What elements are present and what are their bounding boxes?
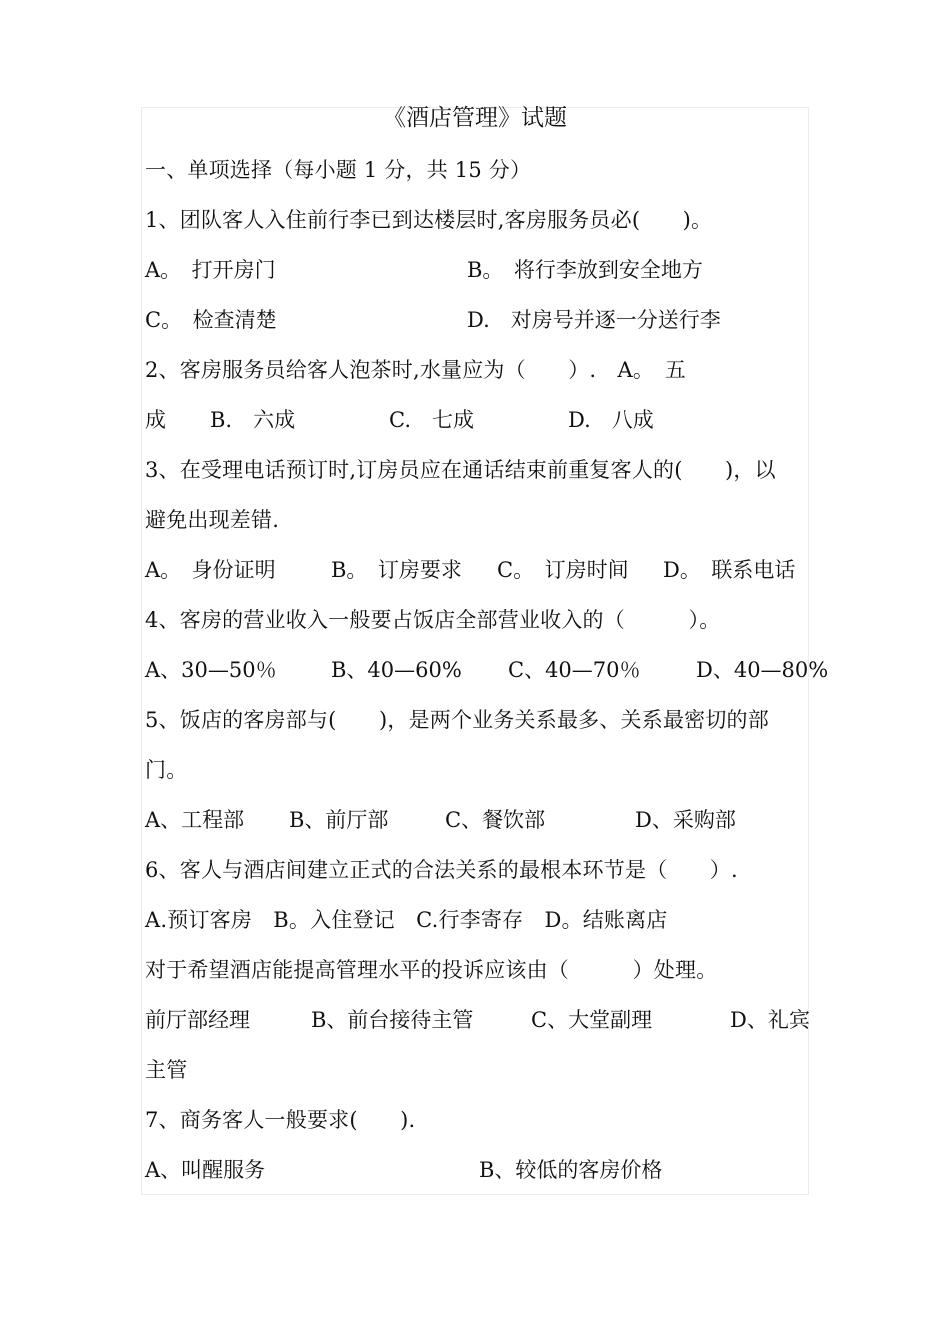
question-complaint-option-c: C、大堂副理: [531, 1008, 653, 1032]
question-2-continuation: 成: [145, 408, 166, 432]
question-4-option-d: D、40—80%: [696, 658, 829, 682]
question-5-option-c: C、餐饮部: [445, 808, 546, 832]
question-1-option-d: D. 对房号并逐一分送行李: [467, 308, 721, 332]
question-5-option-b: B、前厅部: [289, 808, 389, 832]
question-3-option-a: A。 身份证明: [145, 558, 276, 582]
question-3-option-c: C。 订房时间: [497, 558, 629, 582]
question-7-stem: 7、商务客人一般要求( ).: [145, 1108, 416, 1132]
question-4-option-c: C、40—70％: [508, 658, 641, 682]
question-5-continuation: 门。: [145, 758, 188, 782]
question-2-stem: 2、客房服务员给客人泡茶时,水量应为（ ）. A。 五: [145, 358, 686, 382]
page-title: 《酒店管理》试题: [383, 105, 567, 131]
question-1-option-c: C。 检查清楚: [145, 308, 277, 332]
question-5-option-d: D、采购部: [635, 808, 736, 832]
question-2-option-b: B. 六成: [210, 408, 296, 432]
question-3-stem: 3、在受理电话预订时,订房员应在通话结束前重复客人的( )，以: [145, 458, 776, 482]
question-6-stem: 6、客人与酒店间建立正式的合法关系的最根本环节是（ ）.: [145, 858, 738, 882]
question-1-option-a: A。 打开房门: [145, 258, 276, 282]
question-5-option-a: A、工程部: [145, 808, 245, 832]
question-complaint-continuation: 主管: [145, 1058, 188, 1082]
question-6-options: A.预订客房 B。入住登记 C.行李寄存 D。结账离店: [145, 908, 668, 932]
question-7-option-b: B、较低的客房价格: [479, 1158, 663, 1182]
question-4-option-b: B、40—60%: [331, 658, 462, 682]
question-4-stem: 4、客房的营业收入一般要占饭店全部营业收入的（ ）。: [145, 608, 721, 632]
question-complaint-stem: 对于希望酒店能提高管理水平的投诉应该由（ ）处理。: [145, 958, 718, 982]
section-heading: 一、单项选择（每小题 1 分，共 15 分）: [145, 158, 532, 182]
question-5-stem: 5、饭店的客房部与( )，是两个业务关系最多、关系最密切的部: [145, 708, 769, 732]
question-1-option-b: B。 将行李放到安全地方: [467, 258, 703, 282]
question-complaint-option-b: B、前台接待主管: [311, 1008, 474, 1032]
question-2-option-d: D. 八成: [568, 408, 654, 432]
question-3-option-d: D。 联系电话: [663, 558, 796, 582]
question-complaint-option-d: D、礼宾: [730, 1008, 810, 1032]
question-3-continuation: 避免出现差错.: [145, 508, 280, 532]
question-1-stem: 1、团队客人入住前行李已到达楼层时,客房服务员必( )。: [145, 208, 713, 232]
question-7-option-a: A、叫醒服务: [145, 1158, 266, 1182]
question-4-option-a: A、30—50％: [145, 658, 277, 682]
question-2-option-c: C. 七成: [389, 408, 474, 432]
question-3-option-b: B。 订房要求: [331, 558, 462, 582]
question-complaint-option-a: 前厅部经理: [145, 1008, 250, 1032]
